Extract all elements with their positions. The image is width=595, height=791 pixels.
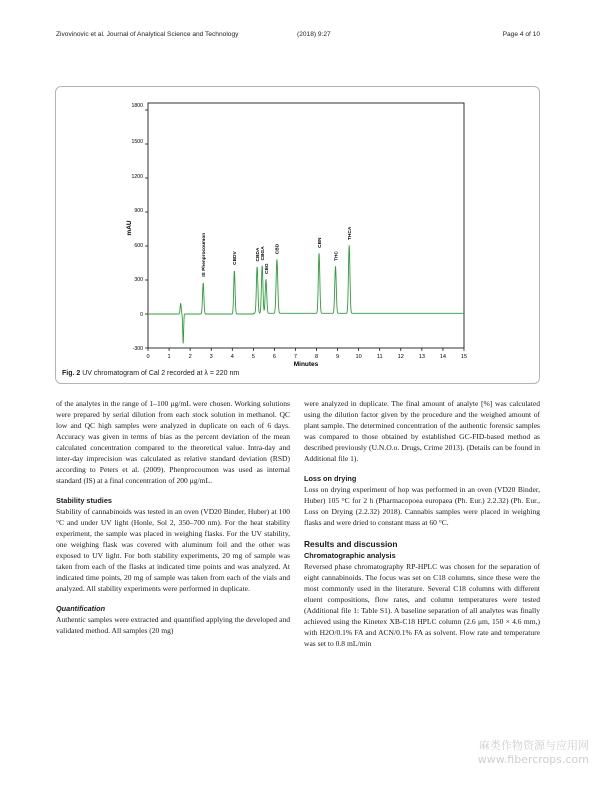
x-tick-label: 0: [146, 354, 150, 360]
peak-label: CBD: [275, 243, 281, 255]
year-volume: (2018) 9:27: [297, 31, 331, 38]
peak-label: CBN: [317, 237, 323, 248]
x-tick-label: 8: [314, 354, 319, 360]
x-tick-label: 12: [397, 354, 404, 360]
chromatogram-trace: [148, 245, 464, 343]
chromatogram-chart: [0, 0, 595, 380]
x-tick-label: 4: [230, 354, 234, 360]
journal-citation: Zivovinovic et al. Journal of Analytical Science and Technology: [56, 31, 239, 38]
y-tick-label: 0: [140, 312, 143, 318]
paragraph: Reversed phase chromatography RP-HPLC was chosen for the separation of eight cannabinoids. The focus was set on C18 columns, since these were the most commonly used in the literature. Several C18 columns with different eluent compositions, flow rates, and column temperatures were tested (Additional file 1: Table S1). A baseline separation of all analytes was finally achieved using the Kinetex XB-C18 HPLC column (2.6 μm, 150 × 4.6 mm,) with H2O/0.1% FA and ACN/0.1% FA as solvent. Flow rate and temperature was set to 0.8 mL/min: [304, 562, 540, 649]
x-tick-label: 9: [336, 354, 340, 360]
y-tick-label: 1500: [131, 139, 143, 145]
peak-label: CBDA: [255, 247, 261, 262]
y-tick-label: 1200: [131, 174, 143, 180]
y-tick-label: 300: [134, 277, 143, 283]
page-number: Page 4 of 10: [502, 31, 540, 38]
peak-label: CBDV: [233, 251, 239, 265]
y-tick-label: 600: [134, 243, 143, 249]
subheading-loss-on-drying: Loss on drying: [304, 474, 357, 484]
x-axis-label: Minutes: [293, 361, 319, 368]
peak-label: THC: [334, 251, 340, 261]
paragraph: Loss on drying experiment of hop was performed in an oven (VD20 Binder, Huber) 105 °C for 2 h (Pharmacopoea europaea (Ph. Eur.) 2.2.32) (Ph. Eur., Loss on Drying (2.2.32) 2018). Cannabis samples were placed in weighing flasks and were dried to constant mass at 60 °C.: [304, 485, 540, 528]
plot-frame: [148, 103, 464, 348]
caption-text: UV chromatogram of Cal 2 recorded at λ = 220 nm: [82, 370, 240, 377]
x-tick-label: 3: [209, 354, 213, 360]
x-tick-label: 6: [272, 354, 276, 360]
watermark-line-1: 麻类作物资源与应用网: [479, 739, 589, 752]
paragraph: Authentic samples were extracted and quantified applying the developed and validated method. All samples (20 mg): [56, 615, 290, 636]
caption-label: Fig. 2: [62, 370, 81, 377]
y-tick-label: 900: [134, 208, 143, 214]
subheading-stability: Stability studies: [56, 496, 112, 506]
y-tick-label: -300: [132, 346, 143, 352]
x-tick-label: 5: [251, 354, 255, 360]
x-tick-label: 7: [293, 354, 298, 360]
peak-label: THCA: [348, 226, 353, 240]
x-tick-label: 11: [376, 354, 383, 360]
watermark-line-2: www.fibercrops.com: [477, 753, 589, 766]
x-tick-label: 1: [167, 354, 171, 360]
watermark: [478, 739, 589, 767]
y-axis-label: mAU: [126, 220, 133, 236]
x-tick-label: 2: [188, 354, 192, 360]
peak-label: CBGA: [261, 246, 266, 261]
peak-label: IS Phenprocoumon: [202, 232, 207, 277]
x-tick-label: 10: [355, 354, 362, 360]
peak-label: CBG: [264, 263, 270, 274]
left-column: [56, 398, 290, 636]
figure-caption: [62, 370, 239, 377]
right-column: [304, 398, 540, 649]
paragraph: were analyzed in duplicate. The final amount of analyte [%] was calculated using the dilution factor given by the procedure and the weighed amount of plant sample. The determined concentration of the authentic forensic samples was compared to those obtained by established GC-FID-based method as described previously (U.N.O.o. Drugs, Crime 2013). (Details can be found in Additional file 1).: [304, 399, 540, 464]
x-tick-label: 15: [460, 354, 468, 360]
x-tick-label: 14: [439, 354, 447, 360]
paragraph: Stability of cannabinoids was tested in an oven (VD20 Binder, Huber) at 100 °C and under UV light (Honle, Sol 2, 350–700 nm). For the heat stability experiment, the sample was placed in weighing flasks. For the UV stability, one weighing flask was covered with aluminum foil and the other was exposed to UV light. For both stability experiments, 20 mg of sample was taken from each of the flasks at indicated time points and was analyzed. At indicated time points, 20 mg of sample was taken from each of the vials and analyzed. All stability experiments were performed in duplicate.: [56, 507, 290, 594]
subheading-chromatographic: Chromatographic analysis: [304, 551, 396, 561]
subheading-quantification: Quantification: [56, 604, 106, 614]
section-heading-results: Results and discussion: [304, 539, 398, 550]
paragraph: of the analytes in the range of 1–100 μg/mL were chosen. Working solutions were prepared by serial dilution from each stock solution in methanol. QC low and QC high samples were analyzed in duplicate on each of 6 days. Accuracy was given in terms of bias as the percent deviation of the mean calculated concentration compared to the theoretical value. Intra-day and inter-day imprecision was calculated as relative standard deviation (RSD) according to Peters et al. (2009). Phenprocoumon was used as internal standard (IS) at a final concentration of 200 μg/mL.: [56, 399, 290, 486]
y-tick-label: 1800: [131, 103, 143, 109]
x-tick-label: 13: [418, 354, 425, 360]
